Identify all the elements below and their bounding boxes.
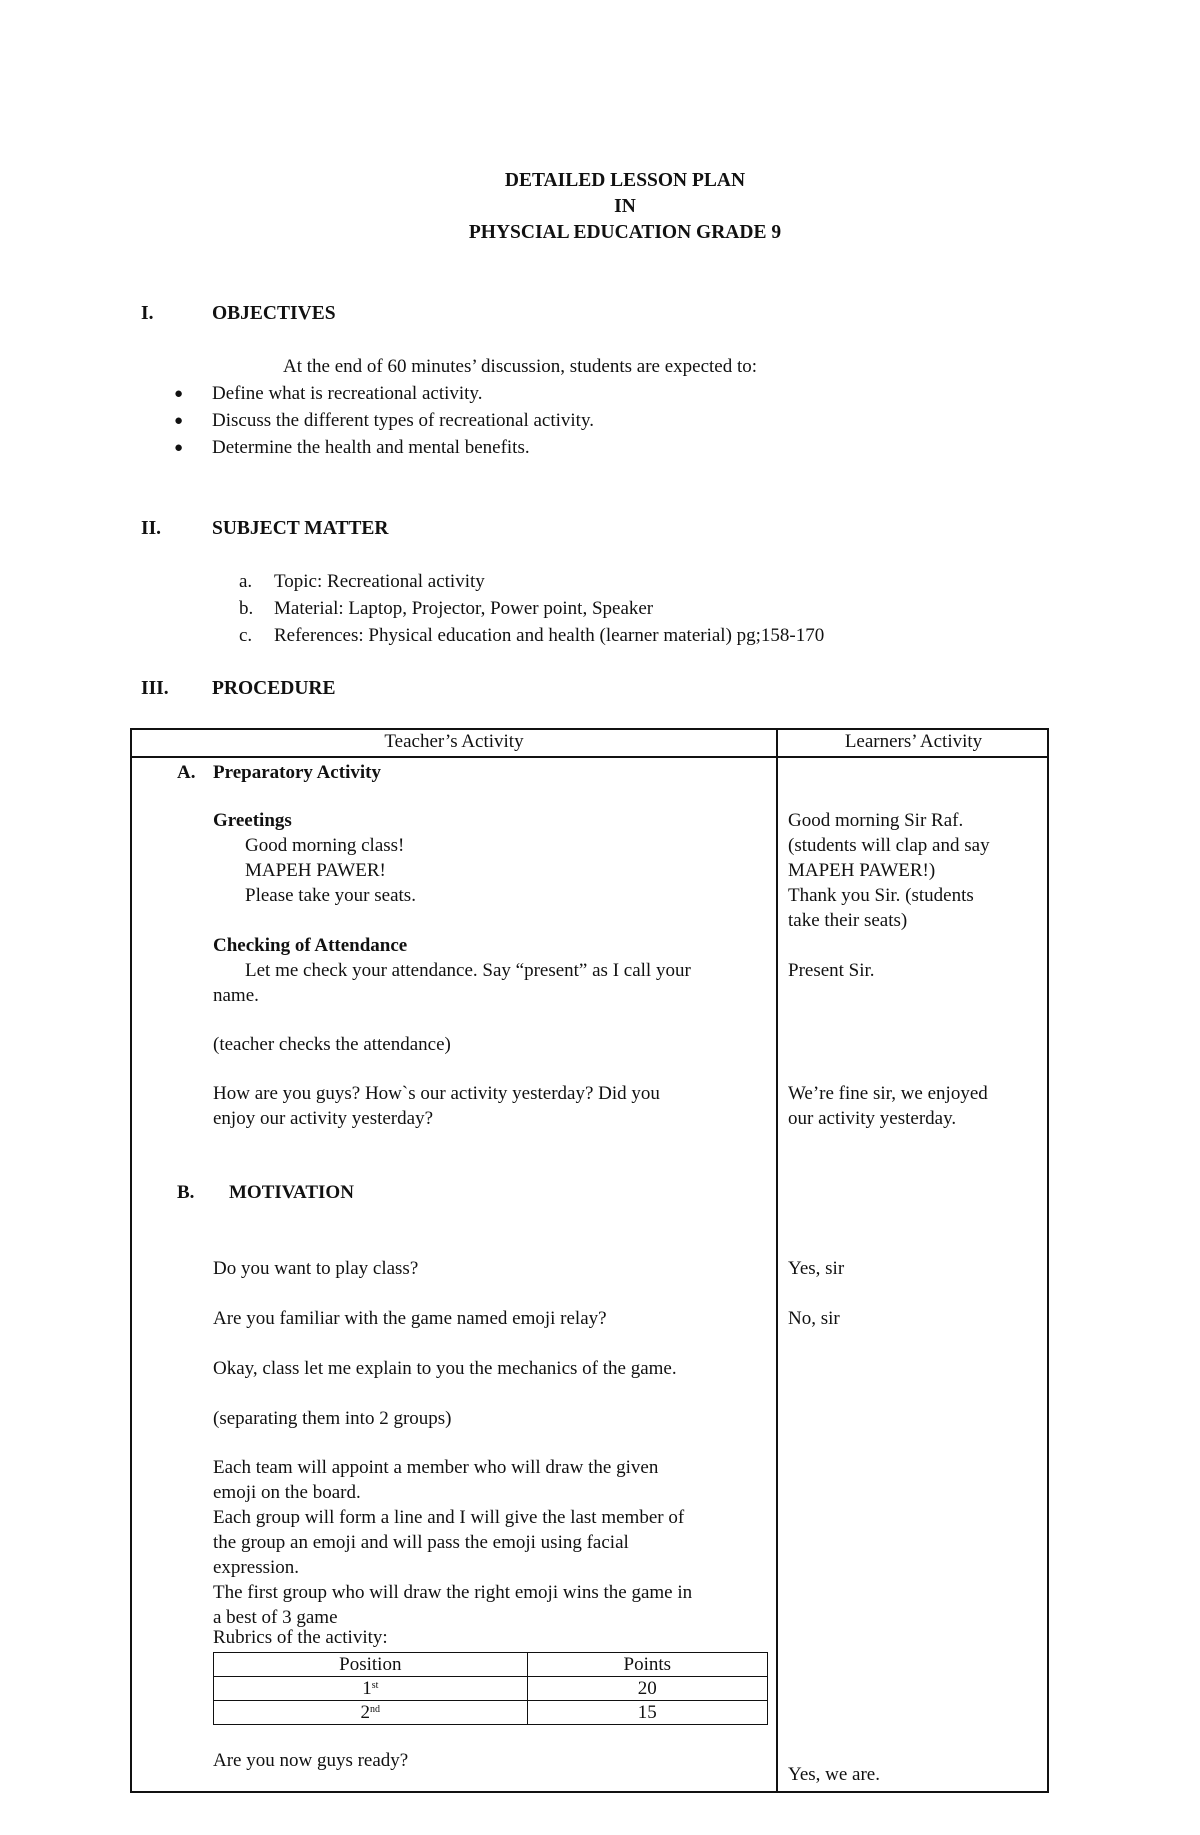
objectives-intro: At the end of 60 minutes’ discussion, students are expected to: — [283, 356, 758, 377]
rubric-table — [213, 1652, 768, 1725]
learner-line: Good morning Sir Raf. — [788, 810, 964, 831]
motivation-marker: B. — [177, 1182, 195, 1203]
rubric-col-position: Position — [214, 1653, 528, 1677]
bullet-icon: ● — [174, 386, 184, 402]
teacher-line: Please take your seats. — [245, 885, 416, 906]
prep-title: Preparatory Activity — [213, 762, 381, 783]
subject-item-topic: Topic: Recreational activity — [274, 571, 485, 592]
teacher-line: Each group will form a line and I will give the last member of — [213, 1507, 685, 1528]
section-title-objectives: OBJECTIVES — [212, 303, 336, 324]
rubric-points: 15 — [527, 1701, 767, 1725]
learner-line: Yes, we are. — [788, 1764, 880, 1785]
doc-title-line-3: PHYSCIAL EDUCATION GRADE 9 — [468, 222, 782, 243]
teacher-line: Good morning class! — [245, 835, 405, 856]
teacher-line: Each team will appoint a member who will draw the given — [213, 1457, 659, 1478]
doc-title-line-2: IN — [614, 196, 636, 217]
procedure-table — [130, 728, 1049, 1793]
doc-title-line-1: DETAILED LESSON PLAN — [504, 170, 746, 191]
teacher-line: Are you familiar with the game named emoji relay? — [213, 1308, 607, 1329]
objective-item: Determine the health and mental benefits. — [212, 437, 530, 458]
attendance-title: Checking of Attendance — [213, 935, 408, 956]
table-header-row — [132, 730, 1047, 758]
teacher-line: enjoy our activity yesterday? — [213, 1108, 434, 1129]
subject-item-references: References: Physical education and health (learner material) pg;158-170 — [274, 625, 825, 646]
teacher-line: MAPEH PAWER! — [245, 860, 386, 881]
section-number-subject-matter: II. — [141, 518, 162, 539]
section-number-procedure: III. — [141, 678, 169, 699]
teacher-line: The first group who will draw the right emoji wins the game in — [213, 1582, 693, 1603]
teacher-line: emoji on the board. — [213, 1482, 361, 1503]
rubric-row — [214, 1677, 768, 1701]
rubric-row — [214, 1701, 768, 1725]
teacher-line: expression. — [213, 1557, 300, 1578]
column-header-learner: Learners’ Activity — [844, 731, 983, 752]
subject-item-marker: c. — [239, 625, 253, 646]
teacher-line: Do you want to play class? — [213, 1258, 419, 1279]
objective-item: Discuss the different types of recreational activity. — [212, 410, 594, 431]
learner-line: take their seats) — [788, 910, 908, 931]
learner-line: MAPEH PAWER!) — [788, 860, 936, 881]
subject-item-material: Material: Laptop, Projector, Power point, Speaker — [274, 598, 654, 619]
learner-line: No, sir — [788, 1308, 840, 1329]
teacher-line: Let me check your attendance. Say “present” as I call your — [245, 960, 691, 981]
rubric-position: 1st — [214, 1677, 528, 1701]
rubric-col-points: Points — [527, 1653, 767, 1677]
teacher-line: a best of 3 game — [213, 1607, 338, 1628]
subject-item-marker: a. — [239, 571, 253, 592]
teacher-line: (separating them into 2 groups) — [213, 1408, 452, 1429]
learner-line: Yes, sir — [788, 1258, 845, 1279]
section-title-procedure: PROCEDURE — [212, 678, 336, 699]
rubric-points: 20 — [527, 1677, 767, 1701]
teacher-line: (teacher checks the attendance) — [213, 1034, 451, 1055]
section-title-subject-matter: SUBJECT MATTER — [212, 518, 389, 539]
learner-line: our activity yesterday. — [788, 1108, 957, 1129]
teacher-line: the group an emoji and will pass the emoji using facial — [213, 1532, 629, 1553]
teacher-line: name. — [213, 985, 259, 1006]
bullet-icon: ● — [174, 413, 184, 429]
rubric-position: 2nd — [214, 1701, 528, 1725]
teacher-line: How are you guys? How`s our activity yesterday? Did you — [213, 1083, 660, 1104]
section-number-objectives: I. — [141, 303, 154, 324]
subject-item-marker: b. — [239, 598, 254, 619]
bullet-icon: ● — [174, 440, 184, 456]
objective-item: Define what is recreational activity. — [212, 383, 483, 404]
prep-marker: A. — [177, 762, 196, 783]
learner-line: (students will clap and say — [788, 835, 990, 856]
greetings-title: Greetings — [213, 810, 292, 831]
column-header-teacher: Teacher’s Activity — [384, 731, 524, 752]
teacher-line: Okay, class let me explain to you the mechanics of the game. — [213, 1358, 677, 1379]
teacher-line: Are you now guys ready? — [213, 1750, 409, 1771]
learner-line: Thank you Sir. (students — [788, 885, 974, 906]
column-divider — [776, 730, 778, 1791]
learner-line: We’re fine sir, we enjoyed — [788, 1083, 988, 1104]
rubric-header-row — [214, 1653, 768, 1677]
motivation-title: MOTIVATION — [229, 1182, 354, 1203]
rubric-label: Rubrics of the activity: — [213, 1627, 388, 1648]
learner-line: Present Sir. — [788, 960, 875, 981]
